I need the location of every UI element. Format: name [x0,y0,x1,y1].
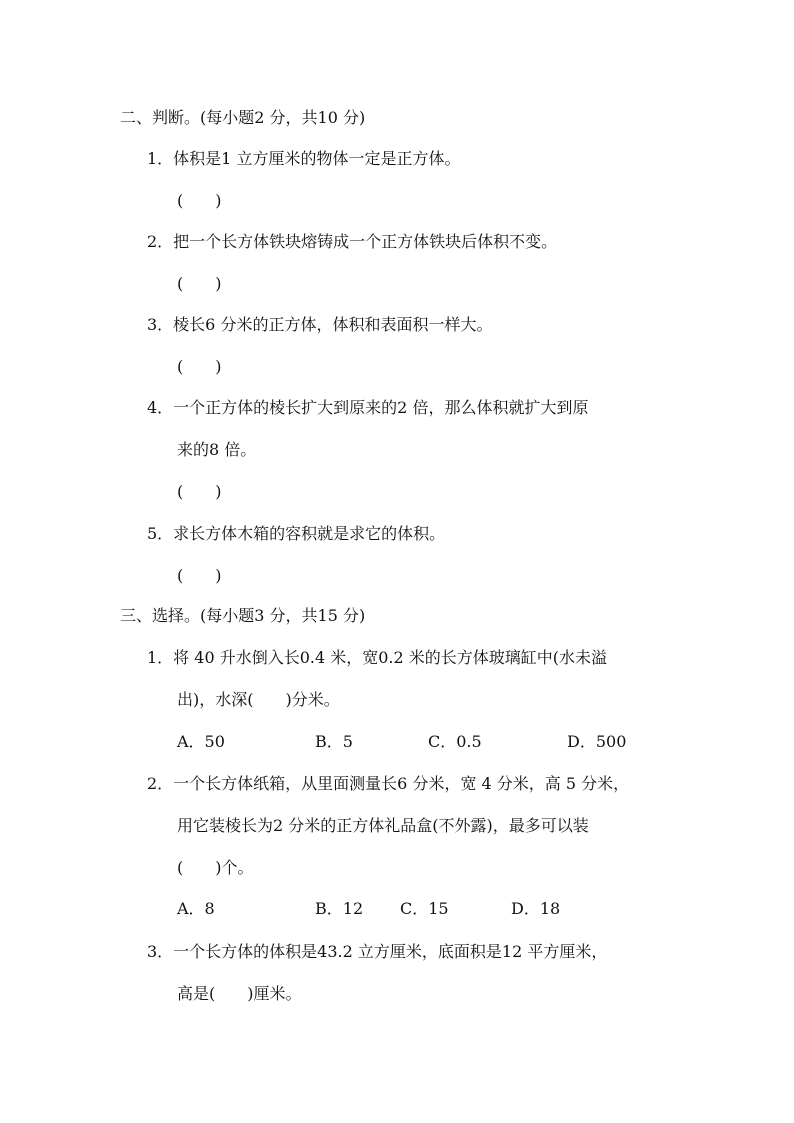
question-text: 5．求长方体木箱的容积就是求它的体积。 [147,524,446,543]
option-d[interactable]: D．500 [567,732,627,751]
question-text-continued: 来的8 倍。 [177,440,257,459]
question-text: 1．将 40 升水倒入长0.4 米，宽0.2 米的长方体玻璃缸中(水未溢 [147,648,608,667]
option-c[interactable]: C．0.5 [428,732,482,751]
answer-bracket[interactable]: ( ) [177,191,222,210]
section-heading-judgement: 二、判断。(每小题2 分，共10 分) [120,108,366,127]
section-heading-choice: 三、选择。(每小题3 分，共15 分) [120,606,366,625]
question-text: 1．体积是1 立方厘米的物体一定是正方体。 [147,149,461,168]
answer-bracket[interactable]: ( ) [177,357,222,376]
answer-bracket[interactable]: ( ) [177,482,222,501]
option-b[interactable]: B．12 [315,899,364,918]
option-b[interactable]: B．5 [315,732,353,751]
answer-bracket[interactable]: ( ) [177,566,222,585]
question-text-continued: ( )个。 [177,858,254,877]
option-d[interactable]: D．18 [511,899,561,918]
question-text: 2．把一个长方体铁块熔铸成一个正方体铁块后体积不变。 [147,232,558,251]
question-text: 3．一个长方体的体积是43.2 立方厘米，底面积是12 平方厘米， [147,942,608,961]
option-a[interactable]: A．8 [177,899,215,918]
answer-bracket[interactable]: ( ) [177,274,222,293]
question-text-continued: 用它装棱长为2 分米的正方体礼品盒(不外露)，最多可以装 [177,816,589,835]
question-text: 3．棱长6 分米的正方体，体积和表面积一样大。 [147,315,493,334]
question-text-continued: 出)，水深( )分米。 [177,690,340,709]
question-text: 4．一个正方体的棱长扩大到原来的2 倍，那么体积就扩大到原 [147,398,589,417]
option-c[interactable]: C．15 [400,899,449,918]
question-text-continued: 高是( )厘米。 [177,984,302,1003]
option-a[interactable]: A．50 [177,732,225,751]
question-text: 2．一个长方体纸箱，从里面测量长6 分米，宽 4 分米，高 5 分米， [147,774,630,793]
